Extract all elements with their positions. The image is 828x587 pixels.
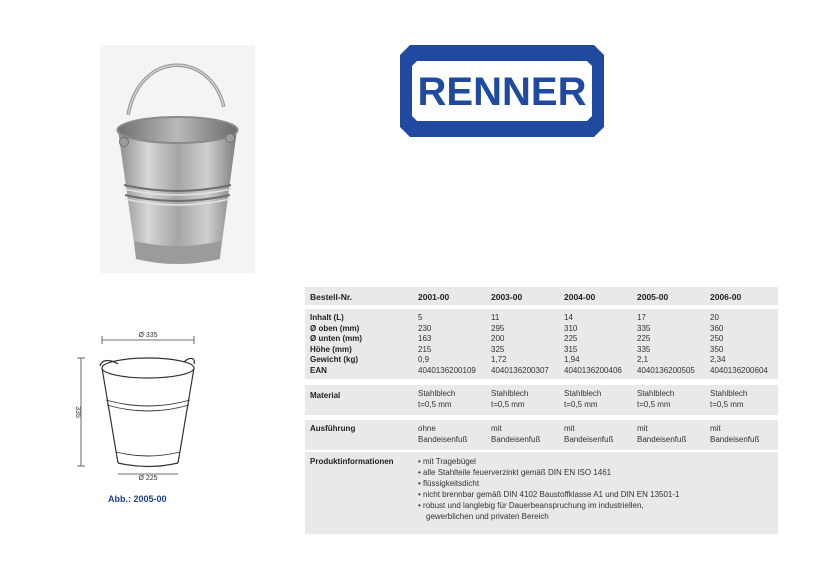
bullet-item <box>418 490 679 500</box>
bullet-item <box>426 512 549 522</box>
ausfuehrung-band <box>305 420 778 450</box>
table-cell: 4040136200505 <box>637 365 695 375</box>
bullet-text: robust und langlebig für Dauerbeanspruchung im industriellen, <box>423 501 644 510</box>
column-header: 2001-00 <box>418 292 450 302</box>
figure-caption: Abb.: 2005-00 <box>108 494 167 504</box>
bullet-dot: • <box>418 501 424 510</box>
table-cell: 360 <box>710 323 724 333</box>
ausfuehrung-cell: mit <box>710 424 721 433</box>
ausfuehrung-foot-cell: Bandeisenfuß <box>564 435 614 444</box>
table-cell: 335 <box>637 323 651 333</box>
table-cell: 20 <box>710 313 719 322</box>
row-label: Inhalt (L) <box>310 313 344 322</box>
bullet-text: flüssigkeitsdicht <box>423 479 480 488</box>
table-cell: 163 <box>418 334 432 343</box>
table-cell: 2,34 <box>710 355 726 364</box>
material-cell: Stahlblech <box>564 389 602 398</box>
logo-text: RENNER <box>417 70 587 114</box>
table-cell: 215 <box>418 344 432 354</box>
bullet-text: gewerblichen und privaten Bereich <box>426 512 549 521</box>
bullet-text: nicht brennbar gemäß DIN 4102 Baustoffklasse A1 und DIN EN 13501-1 <box>423 490 680 499</box>
table-cell: 225 <box>564 334 578 343</box>
ausfuehrung-foot-cell: Bandeisenfuß <box>491 435 541 444</box>
bullet-dot: • <box>418 468 424 477</box>
column-header: 2003-00 <box>491 292 523 302</box>
technical-drawing <box>66 318 226 482</box>
product-photo <box>100 45 255 273</box>
ausfuehrung-cell: mit <box>564 424 575 433</box>
ausfuehrung-cell: ohne <box>418 424 436 433</box>
header-band <box>305 287 778 305</box>
table-cell: 5 <box>418 313 423 322</box>
bullet-text: alle Stahlteile feuerverzinkt gemäß DIN EN ISO 1461 <box>423 468 612 477</box>
ausfuehrung-foot-cell: Bandeisenfuß <box>710 435 760 444</box>
produktinfo-label: Produktinformationen <box>310 457 394 466</box>
header-label: Bestell-Nr. <box>310 292 353 302</box>
table-cell: 1,94 <box>564 355 580 364</box>
material-cell: Stahlblech <box>637 389 675 398</box>
bullet-dot: • <box>418 457 424 466</box>
material-label: Material <box>310 391 341 400</box>
table-cell: 4040136200406 <box>564 365 622 375</box>
material-thickness-cell: t=0,5 mm <box>564 400 598 409</box>
material-thickness-cell: t=0,5 mm <box>637 400 671 409</box>
table-cell: 1,72 <box>491 355 507 364</box>
ausfuehrung-foot-cell: Bandeisenfuß <box>637 435 687 444</box>
row-label: EAN <box>310 365 327 375</box>
ausfuehrung-label: Ausführung <box>310 424 356 433</box>
table-cell: 17 <box>637 313 646 322</box>
table-cell: 4040136200604 <box>710 365 768 375</box>
bullet-item <box>418 468 611 478</box>
dim-top-label: Ø 335 <box>138 332 158 339</box>
row-label: Ø unten (mm) <box>310 334 362 343</box>
bullet-item <box>418 479 479 489</box>
table-cell: 200 <box>491 334 505 343</box>
table-cell: 11 <box>491 313 500 322</box>
column-header: 2004-00 <box>564 292 596 302</box>
material-thickness-cell: t=0,5 mm <box>491 400 525 409</box>
material-cell: Stahlblech <box>710 389 748 398</box>
table-cell: 250 <box>710 334 724 343</box>
ausfuehrung-foot-cell: Bandeisenfuß <box>418 435 468 444</box>
table-cell: 325 <box>491 344 505 354</box>
material-thickness-cell: t=0,5 mm <box>710 400 744 409</box>
row-label: Ø oben (mm) <box>310 323 360 333</box>
material-band <box>305 385 778 415</box>
table-cell: 310 <box>564 323 578 333</box>
material-cell: Stahlblech <box>491 389 529 398</box>
bullet-text: mit Tragebügel <box>423 457 476 466</box>
table-cell: 295 <box>491 323 505 333</box>
table-cell: 315 <box>564 344 578 354</box>
bullet-dot: • <box>418 490 424 499</box>
table-cell: 0,9 <box>418 355 430 364</box>
row-label: Höhe (mm) <box>310 344 352 354</box>
table-cell: 4040136200109 <box>418 365 476 375</box>
column-header: 2006-00 <box>710 292 742 302</box>
bullet-item <box>418 501 644 511</box>
table-cell: 14 <box>564 313 573 322</box>
bullet-dot: • <box>418 479 424 488</box>
dim-bottom-label: Ø 225 <box>138 475 158 482</box>
table-cell: 230 <box>418 323 432 333</box>
column-header: 2005-00 <box>637 292 669 302</box>
table-cell: 350 <box>710 344 724 354</box>
ausfuehrung-cell: mit <box>491 424 502 433</box>
ausfuehrung-cell: mit <box>637 424 648 433</box>
table-cell: 335 <box>637 344 651 354</box>
bullet-item <box>418 457 476 467</box>
dim-height-label: 335 <box>74 406 81 418</box>
table-cell: 4040136200307 <box>491 365 549 375</box>
material-cell: Stahlblech <box>418 389 456 398</box>
table-cell: 225 <box>637 334 651 343</box>
row-label: Gewicht (kg) <box>310 355 359 364</box>
material-thickness-cell: t=0,5 mm <box>418 400 452 409</box>
renner-logo <box>396 41 608 141</box>
table-cell: 2,1 <box>637 355 649 364</box>
